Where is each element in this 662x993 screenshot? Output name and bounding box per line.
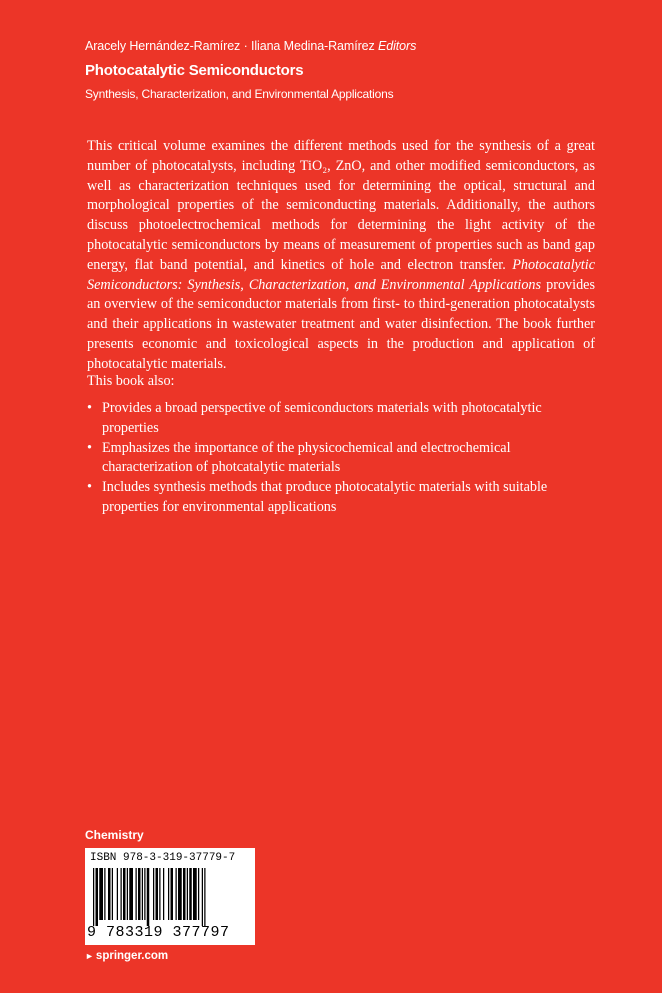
bullet-icon: • bbox=[87, 400, 92, 416]
editors-names: Aracely Hernández-Ramírez · Iliana Medina-Ramírez bbox=[85, 39, 375, 53]
book-subtitle: Synthesis, Characterization, and Environmental Applications bbox=[85, 87, 394, 101]
also-heading: This book also: bbox=[87, 373, 175, 389]
book-title: Photocatalytic Semiconductors bbox=[85, 62, 304, 79]
description-part2: provides an overview of the semiconductor materials from first- to third-generation photocatalysts and their applications in wastewater treatment and water disinfection. The book further presents economic and toxicological aspects in the production and application of photocatalytic materials. bbox=[87, 276, 595, 372]
bullet-item bbox=[87, 478, 587, 518]
description bbox=[87, 137, 595, 375]
bullet-item bbox=[87, 399, 587, 439]
bullet-item bbox=[87, 439, 587, 479]
barcode-bars bbox=[93, 868, 247, 926]
description-italic-title: Photocatalytic Semiconductors: Synthesis, Characterization, and Environmental Applications bbox=[87, 256, 595, 293]
bullet-text: Includes synthesis methods that produce photocatalytic materials with suitable properties for environmental applications bbox=[102, 479, 548, 515]
barcode bbox=[85, 848, 255, 945]
category-label: Chemistry bbox=[85, 828, 144, 842]
editors-line bbox=[85, 39, 416, 53]
description-paragraph bbox=[87, 137, 595, 375]
isbn-text: ISBN 978-3-319-37779-7 bbox=[90, 852, 236, 864]
bullet-icon: • bbox=[87, 439, 92, 456]
bullet-icon: • bbox=[87, 479, 92, 496]
publisher-link[interactable] bbox=[85, 950, 168, 962]
description-part1: This critical volume examines the different methods used for the synthesis of a great number of photocatalysts, including TiO₂, ZnO, and other modified semiconductors, as well as characterization techniques used for determining the optical, structural and morphological properties of the semiconducting materials. Additionally, the authors discuss photoelectrochemical methods for determining the light activity of the photocatalytic semiconductors by means of measurement of properties such as band gap energy, flat band potential, and kinetics of hole and electron transfer. bbox=[87, 138, 595, 273]
bullet-text: Emphasizes the importance of the physicochemical and electrochemical characterization of photcatalytic materials bbox=[102, 439, 511, 476]
bullet-list bbox=[87, 399, 587, 518]
bullet-text: Provides a broad perspective of semiconductors materials with photocatalytic properties bbox=[102, 400, 542, 436]
arrow-right-icon: ► bbox=[85, 951, 94, 961]
barcode-digits: 9 783319 377797 bbox=[87, 924, 230, 941]
publisher-url: springer.com bbox=[95, 950, 169, 962]
editors-role: Editors bbox=[378, 39, 417, 53]
